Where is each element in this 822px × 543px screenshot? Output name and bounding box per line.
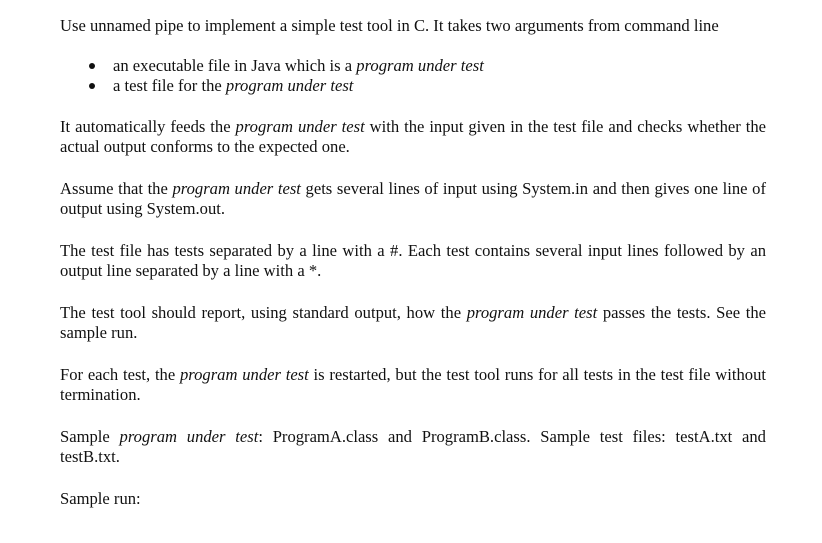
feeds-text-before: It automatically feeds the (60, 117, 236, 136)
assume-text-before: Assume that the (60, 179, 173, 198)
argument-item-test-file (60, 76, 766, 96)
assume-text-after: gets several lines of input using System.in and then gives one line of output using System.out. (60, 179, 766, 218)
sample-text-after: : ProgramA.class and ProgramB.class. Sample test files: testA.txt and testB.txt. (60, 427, 766, 466)
argument-list (60, 56, 766, 96)
sample-text-before: Sample (60, 427, 120, 446)
report-paragraph (60, 303, 766, 343)
report-text-before: The test tool should report, using standard output, how the (60, 303, 467, 322)
bullet-icon (89, 63, 95, 69)
assume-paragraph (60, 179, 766, 219)
argument-text: a test file for the (113, 76, 226, 95)
feeds-text-after: with the input given in the test file and checks whether the actual output conforms to the expected one. (60, 117, 767, 156)
argument-item-java-program (60, 56, 766, 76)
intro-paragraph: Use unnamed pipe to implement a simple test tool in C. It takes two arguments from command line (60, 16, 719, 35)
testfile-paragraph: The test file has tests separated by a line with a #. Each test contains several input lines followed by an output line separated by a line with a *. (60, 241, 766, 280)
restart-text-after: is restarted, but the test tool runs for all tests in the test file without termination. (60, 365, 766, 404)
argument-emphasis: program under test (225, 76, 354, 95)
report-emphasis: program under test (466, 303, 598, 322)
report-text-after: passes the tests. See the sample run. (60, 303, 766, 342)
bullet-icon (89, 83, 95, 89)
argument-emphasis: program under test (356, 56, 484, 75)
sample-run-label: Sample run: (60, 489, 141, 508)
feeds-emphasis: program under test (235, 117, 365, 136)
restart-text-before: For each test, the (60, 365, 180, 384)
assume-emphasis: program under test (172, 179, 301, 198)
sample-files-paragraph (60, 427, 766, 467)
sample-emphasis: program under test (119, 427, 259, 446)
argument-text: an executable file in Java which is a (113, 56, 357, 75)
restart-emphasis: program under test (179, 365, 309, 384)
restart-paragraph (60, 365, 766, 405)
assignment-document (60, 16, 766, 531)
feeds-paragraph (60, 117, 766, 157)
